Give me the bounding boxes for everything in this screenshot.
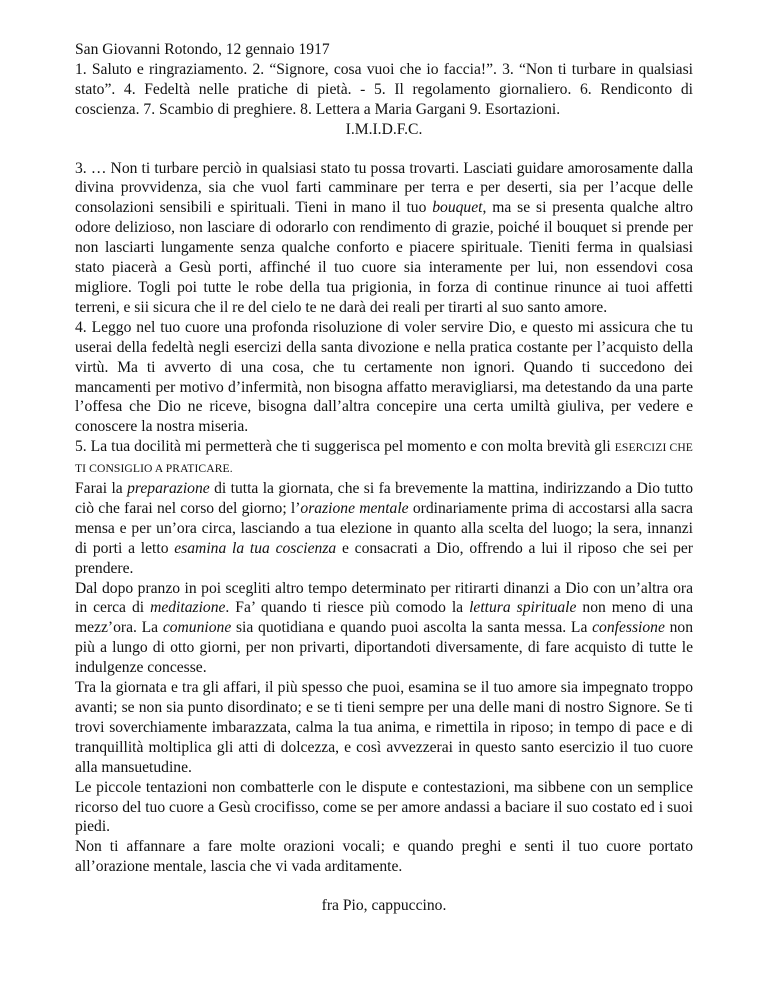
paragraph-3-emphasis: bouquet: [432, 199, 483, 217]
summary: 1. Saluto e ringraziamento. 2. “Signore, cosa vuoi che io faccia!”. 3. “Non ti turbare in qualsiasi stato”. 4. Fedeltà nelle pratiche di pietà. - 5. Il regolamento giornaliero. 6. Rendiconto di coscienza. 7. Scambio di preghiere. 8. Lettera a Maria Gargani 9. Esortazioni.: [75, 60, 693, 118]
paragraph-7-emphasis-3: comunione: [162, 619, 232, 637]
paragraph-3: [75, 159, 693, 318]
paragraph-7: [75, 579, 693, 679]
paragraph-7-text-a: Dal dopo pranzo in poi scegliti altro tempo determinato per ritirarti dinanzi a Dio con un’altra ora in cerca di: [75, 579, 693, 617]
paragraph-10: Non ti affannare a fare molte orazioni vocali; e quando preghi e senti il tuo cuore portato all’orazione mentale, lascia che vi vada arditamente.: [75, 838, 693, 876]
paragraph-7-emphasis-4: confessione: [592, 619, 665, 637]
paragraph-6-text-c: ordinariamente prima di accostarsi alla sacra mensa e per un’ora circa, lasciando a tua elezione in quanto alla scelta del luogo; la sera, innanzi di porti a letto: [75, 499, 693, 557]
paragraph-6-text-a: Farai la: [75, 480, 128, 498]
place-date: San Giovanni Rotondo, 12 gennaio 1917: [75, 41, 330, 58]
paragraph-8: Tra la giornata e tra gli affari, il più spesso che puoi, esamina se il tuo amore sia impegnato troppo avanti; se non sia punto disordinato; e se ti tieni sempre per una delle mani di nostro Signore. Se ti trovi soverchiamente imbarazzata, calma la tua anima, e rimettila in riposo; in tempo di pace e di tranquillità moltiplica gli atti di dolcezza, e così avvezzerai in questo santo esercizio il tuo cuore alla mansuetudine.: [75, 679, 693, 776]
paragraph-7-text-b: . Fa’ quando ti riesce più comodo la: [225, 599, 470, 617]
paragraph-7-text-d: sia quotidiana e quando puoi ascolta la santa messa. La: [231, 619, 593, 637]
paragraph-6-emphasis-3: esamina la tua coscienza: [174, 539, 337, 557]
paragraph-6: [75, 479, 693, 579]
paragraph-7-emphasis-2: lettura spirituale: [469, 599, 577, 617]
paragraph-6-text-b: di tutta la giornata, che si fa brevemente la mattina, indirizzando a Dio tutto ciò che farai nel corso del giorno; l’: [75, 480, 693, 517]
spacer: [75, 140, 693, 159]
spacer: [75, 877, 693, 896]
paragraph-6-emphasis-1: preparazione: [127, 480, 210, 498]
paragraph-6-emphasis-2: orazione mentale: [300, 499, 409, 517]
paragraph-6-text-d: e consacrati a Dio, offrendo a lui il riposo che sei per prendere.: [75, 539, 693, 577]
paragraph-5: [75, 437, 693, 479]
paragraph-7-text-e: non più a lungo di otto giorni, per non privarti, diportandoti diversamente, di fare acquisto di tutte le indulgenze concesse.: [75, 619, 694, 677]
paragraph-3-text-b: , ma se si presenta qualche altro odore delizioso, non lasciare di odorarlo con rendimento di grazie, poiché il bouquet si prende per non lasciarti lungamente senza qualche conforto e piacere spirituale. Tieniti ferma in qualsiasi stato piacerà a Gesù porti, affinché il tuo cuore sia interamente per lui, non essendovi cosa migliore. Togli poi tutte le robe della tua prigionia, in forza di continue rinunce ai tuoi affetti terreni, e sii sicura che il re del cielo te ne darà dei reali per tirarti al suo santo amore.: [75, 199, 693, 316]
paragraph-7-text-c: non meno di una mezz’ora. La: [75, 599, 693, 637]
paragraph-4: 4. Leggo nel tuo cuore una profonda risoluzione di voler servire Dio, e questo mi assicura che tu userai della fedeltà negli esercizi della santa divozione e nella pratica costante per l’acquisto della virtù. Ma ti avverto di una cosa, che tu certamente non ignori. Quando ti succedono dei mancamenti per motivo d’infermità, non bisogna affatto meravigliarsi, ma detestando da una parte l’offesa che Dio ne riceve, bisogna dall’altra concepire una certa umiltà giuliva, per vedere e conoscere la nostra miseria.: [75, 318, 693, 436]
paragraph-3-text-a: 3. … Non ti turbare perciò in qualsiasi stato tu possa trovarti. Lasciati guidare amorosamente dalla divina provvidenza, sia che vuol farti camminare per terra e per deserti, sia per l’acque delle consolazioni sensibili e spirituali. Tieni in mano il tuo: [75, 159, 693, 217]
monogram: I.M.I.D.F.C.: [345, 120, 423, 138]
signature: fra Pio, cappuccino.: [321, 897, 447, 915]
paragraph-7-emphasis-1: meditazione: [150, 599, 226, 617]
paragraph-9: Le piccole tentazioni non combatterle con le dispute e contestazioni, ma sibbene con un semplice ricorso del tuo cuore a Gesù crocifisso, come se per amore andassi a baciare il suo costato ed i suoi piedi.: [75, 778, 693, 836]
paragraph-5-caps: ESERCIZI CHE TI CONSIGLIO A PRATICARE.: [75, 441, 693, 476]
paragraph-5-text: 5. La tua docilità mi permetterà che ti suggerisca pel momento e con molta brevità gli: [75, 438, 615, 456]
